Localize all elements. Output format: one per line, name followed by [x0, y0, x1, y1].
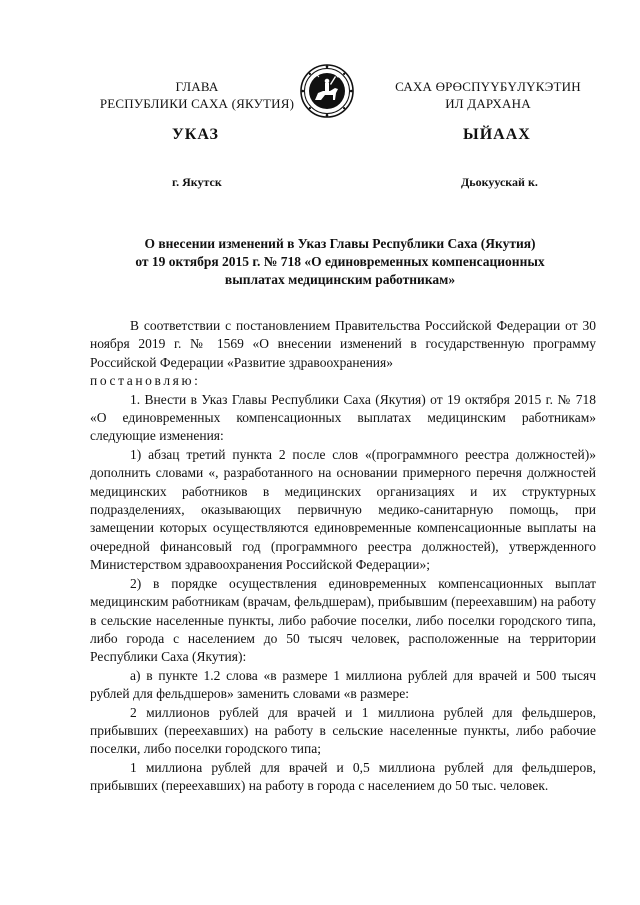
header-right-line1: САХА ӨРӨСПҮҮБҮЛҮКЭТИН — [395, 79, 581, 94]
intro-text: В соответствии с постановлением Правительства Российской Федерации от 30 ноября 2019 г. № 1569 «О внесении изменений в государственную программу Российской Федерации «Развитие здравоохранения» — [90, 318, 596, 370]
title-line1: О внесении изменений в Указ Главы Республики Саха (Якутия) — [144, 236, 536, 251]
paragraph-1: 1. Внести в Указ Главы Республики Саха (Якутия) от 19 октября 2015 г. № 718 «О единовременных компенсационных выплатах медицинским работникам» следующие изменения: — [90, 391, 596, 444]
header-right-line2: ИЛ ДАРХАНА — [445, 96, 531, 111]
doc-type-ru: УКАЗ — [172, 126, 219, 143]
paragraph-3: 2) в порядке осуществления единовременных компенсационных выплат медицинским работникам (врачам, фельдшерам), прибывшим (переехавшим) на работу в сельские населенные пункты, либо рабочие поселки, либо поселки городского типа, либо города с населением до 50 тысяч человек, расположенные на территории Республики Саха (Якутия): — [90, 575, 596, 665]
decree-title — [100, 235, 580, 289]
paragraph-2: 1) абзац третий пункта 2 после слов «(программного реестра должностей)» дополнить словами «, разработанного на основании примерного перечня должностей медицинских работников в медицинских организациях и их структурных подразделениях, оказывающих первичную медико-санитарную помощь, при замещении которых осуществляются единовременные компенсационные выплаты на очередной финансовый год (программного реестра должностей), утвержденного Министерством здравоохранения Российской Федерации»; — [90, 446, 596, 573]
paragraph-4: а) в пункте 1.2 слова «в размере 1 миллиона рублей для врачей и 500 тысяч рублей для фельдшеров» заменить словами «в размере: — [90, 667, 596, 702]
paragraph-5: 2 миллионов рублей для врачей и 1 миллиона рублей для фельдшеров, прибывших (переехавших) на работу в сельские населенные пункты, либо рабочие поселки, либо поселки городского типа; — [90, 704, 596, 757]
title-line3: выплатах медицинским работникам» — [224, 272, 456, 287]
coat-of-arms-emblem — [299, 62, 355, 120]
header-left-line1: ГЛАВА — [175, 79, 219, 94]
city-sakha: Дьокуускай к. — [461, 175, 538, 189]
city-ru: г. Якутск — [172, 175, 222, 189]
title-line2: от 19 октября 2015 г. № 718 «О единовременных компенсационных — [135, 254, 545, 269]
intro-paragraph — [90, 317, 596, 372]
header-left-line2: РЕСПУБЛИКИ САХА (ЯКУТИЯ) — [99, 96, 295, 111]
header-left-block — [82, 78, 312, 112]
doc-type-sakha: ЫЙААХ — [463, 126, 531, 143]
decree-body — [90, 317, 596, 796]
paragraph-6: 1 миллиона рублей для врачей и 0,5 миллиона рублей для фельдшеров, прибывших (переехавших) на работу в города с населением до 50 тыс. человек. — [90, 759, 596, 794]
decree-word: постановляю: — [90, 373, 201, 389]
header-right-block — [373, 78, 603, 112]
